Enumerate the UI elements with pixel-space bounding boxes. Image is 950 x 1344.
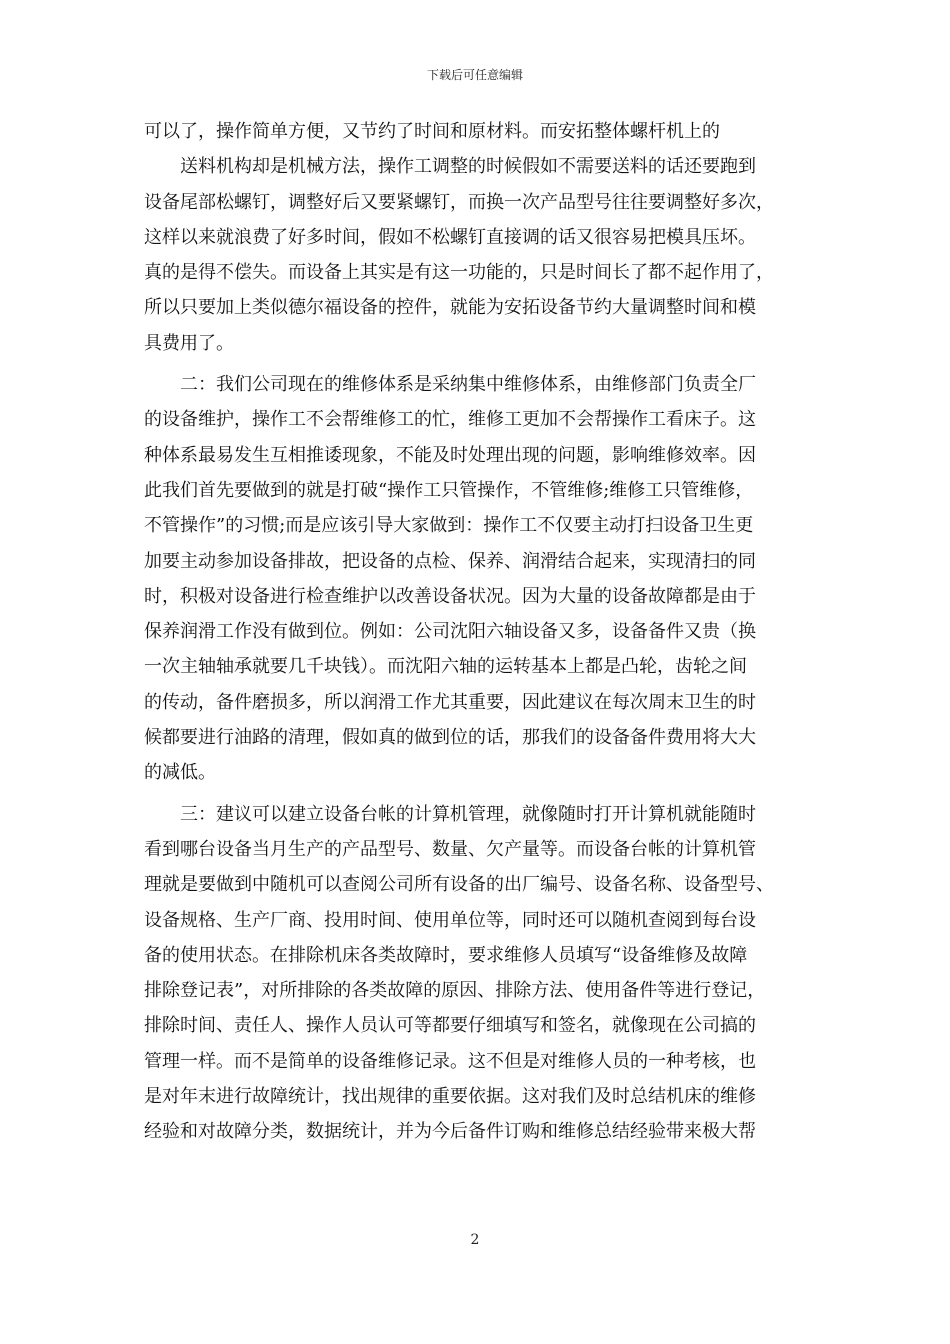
text-line: 种体系最易发生互相推诿现象，不能及时处理出现的问题，影响维修效率。因	[144, 444, 756, 466]
text-line: 不管操作”的习惯;而是应该引导大家做到：操作工不仅要主动打扫设备卫生更	[144, 515, 754, 537]
text-line: 可以了，操作简单方便，又节约了时间和原材料。而安拓整体螺杆机上的	[144, 121, 720, 142]
text-line: 看到哪台设备当月生产的产品型号、数量、欠产量等。而设备台帐的计算机管	[144, 838, 756, 860]
text-line: 的传动，备件磨损多，所以润滑工作尤其重要，因此建议在每次周末卫生的时	[144, 691, 756, 713]
text-line: 保养润滑工作没有做到位。例如：公司沈阳六轴设备又多，设备备件又贵（换	[144, 621, 756, 643]
text-line: 设备规格、生产厂商、投用时间、使用单位等，同时还可以随机查阅到每台设	[144, 909, 756, 931]
text-line: 管理一样。而不是简单的设备维修记录。这不但是对维修人员的一种考核，也	[144, 1050, 756, 1072]
text-line: 送料机构却是机械方法，操作工调整的时候假如不需要送料的话还要跑到	[144, 156, 756, 178]
text-line: 所以只要加上类似德尔福设备的控件，就能为安拓设备节约大量调整时间和模	[144, 297, 756, 319]
text-line: 的设备维护，操作工不会帮维修工的忙，维修工更加不会帮操作工看床子。这	[144, 409, 756, 431]
text-line: 排除时间、责任人、操作人员认可等都要仔细填写和签名，就像现在公司搞的	[144, 1015, 756, 1037]
text-line: 真的是得不偿失。而设备上其实是有这一功能的，只是时间长了都不起作用了，	[144, 262, 774, 284]
page-number: 2	[470, 1232, 480, 1248]
text-line: 加要主动参加设备排故，把设备的点检、保养、润滑结合起来，实现清扫的同	[144, 550, 756, 572]
text-line: 此我们首先要做到的就是打破“操作工只管操作，不管维修;维修工只管维修，	[144, 479, 754, 501]
body-text	[144, 114, 812, 1150]
page-header: 下载后可任意编辑	[426, 68, 523, 82]
text-line: 设备尾部松螺钉，调整好后又要紧螺钉，而换一次产品型号往往要调整好多次，	[144, 191, 774, 213]
text-line: 经验和对故障分类，数据统计，并为今后备件订购和维修总结经验带来极大帮	[144, 1121, 756, 1143]
text-line: 备的使用状态。在排除机床各类故障时，要求维修人员填写“设备维修及故障	[144, 944, 748, 966]
text-line: 的减低。	[144, 762, 216, 784]
text-line: 二：我们公司现在的维修体系是采纳集中维修体系，由维修部门负责全厂	[144, 374, 756, 396]
text-line: 三：建议可以建立设备台帐的计算机管理，就像随时打开计算机就能随时	[144, 803, 756, 825]
text-line: 理就是要做到中随机可以查阅公司所有设备的出厂编号、设备名称、设备型号、	[144, 874, 774, 896]
text-line: 一次主轴轴承就要几千块钱）。而沈阳六轴的运转基本上都是凸轮，齿轮之间	[144, 656, 747, 678]
text-line: 是对年末进行故障统计，找出规律的重要依据。这对我们及时总结机床的维修	[144, 1086, 756, 1108]
text-line: 排除登记表”，对所排除的各类故障的原因、排除方法、使用备件等进行登记，	[144, 980, 766, 1002]
text-line: 这样以来就浪费了好多时间，假如不松螺钉直接调的话又很容易把模具压坏。	[144, 226, 756, 248]
text-line: 候都要进行油路的清理，假如真的做到位的话，那我们的设备备件费用将大大	[144, 727, 756, 749]
text-line: 时，积极对设备进行检查维护以改善设备状况。因为大量的设备故障都是由于	[144, 585, 756, 607]
text-line: 具费用了。	[144, 332, 234, 354]
